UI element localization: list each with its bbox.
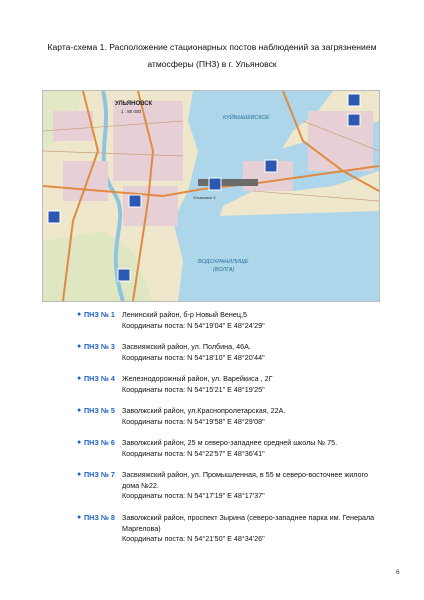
bullet-icon: ●: [77, 311, 82, 318]
post-address: Засвияжский район, ул. Промышленная, в 55 м северо-восточнее жилого дома №22.: [122, 470, 368, 490]
map-scale-label: 1 : 80 000: [121, 109, 142, 114]
post-address: Ленинский район, б-р Новый Венец,5: [122, 310, 247, 319]
map-reservoir-label-2: ВОДОХРАНИЛИЩЕ: [198, 259, 249, 265]
post-marker: [265, 160, 277, 172]
post-coords: Координаты поста: N 54°18'10" E 48°20'44": [122, 352, 265, 362]
post-address: Заволжский район, ул.Краснопролетарская, 22А.: [122, 406, 286, 415]
map-reservoir-label-3: (ВОЛГА): [213, 267, 235, 273]
post-address: Железнодорожный район, ул. Варейкиса , 2Г: [122, 374, 273, 383]
post-coords: Координаты поста: N 54°19'58" E 48°29'08": [122, 416, 265, 426]
post-label: ПНЗ № 1: [84, 310, 115, 319]
map-caption-line-1: Карта-схема 1. Расположение стационарных постов наблюдений за загрязнением: [47, 42, 377, 52]
post-coords: Координаты поста: N 54°19'04" E 48°24'29": [122, 320, 265, 330]
map-reservoir-label-1: КУЙБЫШЕВСКОЕ: [223, 115, 270, 121]
post-marker: [129, 195, 141, 207]
bullet-icon: ●: [77, 407, 82, 414]
city-map-image: [43, 91, 379, 301]
post-address: Заволжский район, 25 м северо-западнее средней школы № 75.: [122, 438, 338, 447]
post-marker: [209, 178, 221, 190]
post-marker: [348, 94, 360, 106]
post-label: ПНЗ № 8: [84, 513, 115, 522]
post-marker: [48, 211, 60, 223]
bullet-icon: ●: [77, 375, 82, 382]
post-coords: Координаты поста: N 54°22'57" E 48°36'41": [122, 448, 265, 458]
post-coords: Координаты поста: N 54°21'50" E 48°34'26": [122, 534, 265, 543]
city-map: [42, 90, 380, 302]
post-coords: Координаты поста: N 54°15'21" E 48°19'25": [122, 384, 265, 394]
map-caption: [30, 41, 394, 71]
bullet-icon: ●: [77, 471, 82, 478]
bullet-icon: ●: [77, 343, 82, 350]
post-address: Засвияжский район, ул. Полбина, 46А.: [122, 342, 251, 351]
post-marker: [348, 114, 360, 126]
page-number: 6: [396, 569, 400, 576]
post-label: ПНЗ № 4: [84, 374, 115, 383]
post-address: Заволжский район, проспект Зырина (северо-западнее парка им. Генерала Маргелова): [122, 513, 375, 533]
map-caption-line-2: атмосферы (ПНЗ) в г. Ульяновск: [147, 59, 277, 69]
post-marker: [118, 269, 130, 281]
post-label: ПНЗ № 6: [84, 438, 115, 447]
post-label: ПНЗ № 7: [84, 470, 115, 479]
bullet-icon: ●: [77, 514, 82, 521]
post-label: ПНЗ № 3: [84, 342, 115, 351]
map-city-label: УЛЬЯНОВСК: [115, 101, 153, 107]
bullet-icon: ●: [77, 439, 82, 446]
map-bridge-label: Ульяновск 3: [193, 195, 216, 200]
post-coords: Координаты поста: N 54°17'19" E 48°17'37": [122, 491, 265, 500]
post-label: ПНЗ № 5: [84, 406, 115, 415]
